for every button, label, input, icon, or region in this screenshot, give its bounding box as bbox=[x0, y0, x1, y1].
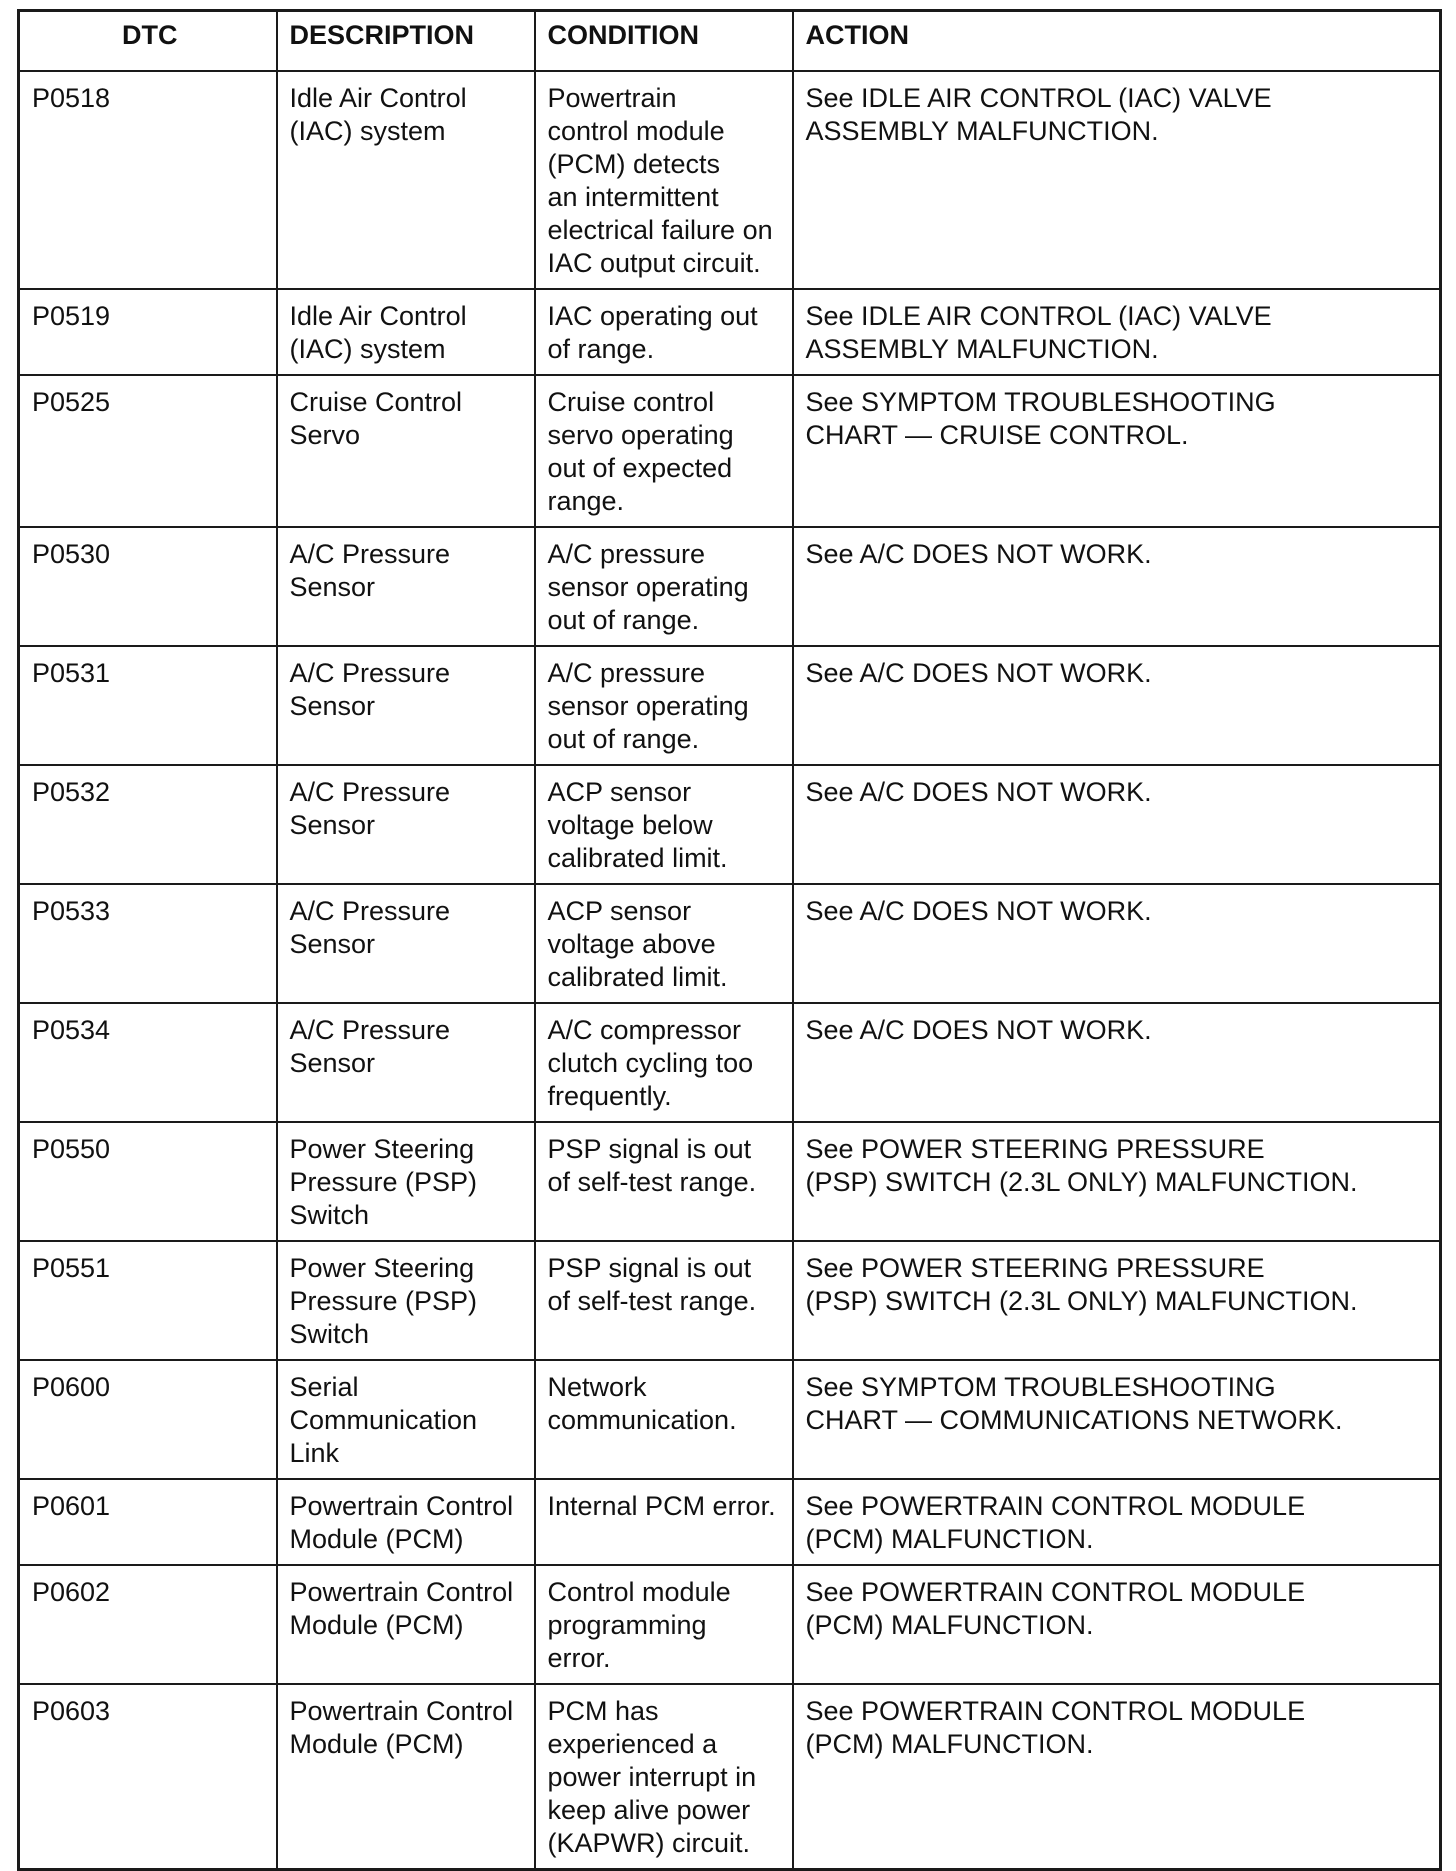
cell-description: Power Steering Pressure (PSP) Switch bbox=[277, 1122, 535, 1241]
header-dtc: DTC bbox=[19, 11, 277, 72]
table-row bbox=[19, 1684, 1441, 1870]
cell-condition: ACP sensor voltage below calibrated limit. bbox=[535, 765, 793, 884]
table-body bbox=[19, 71, 1441, 1870]
cell-action: See IDLE AIR CONTROL (IAC) VALVE ASSEMBLY MALFUNCTION. bbox=[793, 71, 1441, 289]
cell-action: See POWER STEERING PRESSURE (PSP) SWITCH (2.3L ONLY) MALFUNCTION. bbox=[793, 1122, 1441, 1241]
cell-action: See POWERTRAIN CONTROL MODULE (PCM) MALFUNCTION. bbox=[793, 1684, 1441, 1870]
cell-dtc: P0530 bbox=[19, 527, 277, 646]
cell-condition: Network communication. bbox=[535, 1360, 793, 1479]
cell-condition: Powertrain control module (PCM) detects an intermittent electrical failure on IAC output circuit. bbox=[535, 71, 793, 289]
cell-dtc: P0519 bbox=[19, 289, 277, 375]
cell-dtc: P0518 bbox=[19, 71, 277, 289]
table-row bbox=[19, 1479, 1441, 1565]
cell-action: See A/C DOES NOT WORK. bbox=[793, 1003, 1441, 1122]
cell-description: Idle Air Control (IAC) system bbox=[277, 289, 535, 375]
cell-action: See A/C DOES NOT WORK. bbox=[793, 884, 1441, 1003]
cell-condition: A/C pressure sensor operating out of range. bbox=[535, 646, 793, 765]
header-action: ACTION bbox=[793, 11, 1441, 72]
cell-action: See POWERTRAIN CONTROL MODULE (PCM) MALFUNCTION. bbox=[793, 1479, 1441, 1565]
cell-action: See A/C DOES NOT WORK. bbox=[793, 646, 1441, 765]
cell-condition: Control module programming error. bbox=[535, 1565, 793, 1684]
cell-condition: Cruise control servo operating out of expected range. bbox=[535, 375, 793, 527]
table-row bbox=[19, 1360, 1441, 1479]
table-row bbox=[19, 1122, 1441, 1241]
cell-action: See A/C DOES NOT WORK. bbox=[793, 765, 1441, 884]
cell-condition: PCM has experienced a power interrupt in keep alive power (KAPWR) circuit. bbox=[535, 1684, 793, 1870]
cell-description: Powertrain Control Module (PCM) bbox=[277, 1479, 535, 1565]
cell-dtc: P0534 bbox=[19, 1003, 277, 1122]
header-row bbox=[19, 11, 1441, 72]
cell-description: Powertrain Control Module (PCM) bbox=[277, 1565, 535, 1684]
cell-dtc: P0533 bbox=[19, 884, 277, 1003]
cell-dtc: P0603 bbox=[19, 1684, 277, 1870]
table-row bbox=[19, 71, 1441, 289]
cell-description: Cruise Control Servo bbox=[277, 375, 535, 527]
table-row bbox=[19, 289, 1441, 375]
cell-description: A/C Pressure Sensor bbox=[277, 765, 535, 884]
cell-dtc: P0600 bbox=[19, 1360, 277, 1479]
table-row bbox=[19, 527, 1441, 646]
cell-description: Serial Communication Link bbox=[277, 1360, 535, 1479]
table-row bbox=[19, 375, 1441, 527]
cell-description: A/C Pressure Sensor bbox=[277, 527, 535, 646]
cell-condition: Internal PCM error. bbox=[535, 1479, 793, 1565]
cell-action: See IDLE AIR CONTROL (IAC) VALVE ASSEMBLY MALFUNCTION. bbox=[793, 289, 1441, 375]
cell-dtc: P0525 bbox=[19, 375, 277, 527]
table-row bbox=[19, 884, 1441, 1003]
cell-dtc: P0532 bbox=[19, 765, 277, 884]
cell-action: See SYMPTOM TROUBLESHOOTING CHART — CRUISE CONTROL. bbox=[793, 375, 1441, 527]
table-row bbox=[19, 765, 1441, 884]
cell-dtc: P0531 bbox=[19, 646, 277, 765]
cell-description: A/C Pressure Sensor bbox=[277, 1003, 535, 1122]
cell-description: Idle Air Control (IAC) system bbox=[277, 71, 535, 289]
table-header bbox=[19, 11, 1441, 72]
cell-dtc: P0550 bbox=[19, 1122, 277, 1241]
table-row bbox=[19, 646, 1441, 765]
cell-action: See A/C DOES NOT WORK. bbox=[793, 527, 1441, 646]
cell-action: See POWERTRAIN CONTROL MODULE (PCM) MALFUNCTION. bbox=[793, 1565, 1441, 1684]
cell-action: See SYMPTOM TROUBLESHOOTING CHART — COMMUNICATIONS NETWORK. bbox=[793, 1360, 1441, 1479]
cell-description: A/C Pressure Sensor bbox=[277, 884, 535, 1003]
cell-action: See POWER STEERING PRESSURE (PSP) SWITCH (2.3L ONLY) MALFUNCTION. bbox=[793, 1241, 1441, 1360]
cell-condition: PSP signal is out of self-test range. bbox=[535, 1241, 793, 1360]
cell-dtc: P0602 bbox=[19, 1565, 277, 1684]
dtc-table bbox=[17, 9, 1442, 1871]
table-row bbox=[19, 1003, 1441, 1122]
cell-description: Powertrain Control Module (PCM) bbox=[277, 1684, 535, 1870]
table-row bbox=[19, 1565, 1441, 1684]
cell-condition: PSP signal is out of self-test range. bbox=[535, 1122, 793, 1241]
cell-dtc: P0551 bbox=[19, 1241, 277, 1360]
header-description: DESCRIPTION bbox=[277, 11, 535, 72]
cell-dtc: P0601 bbox=[19, 1479, 277, 1565]
cell-condition: ACP sensor voltage above calibrated limit. bbox=[535, 884, 793, 1003]
cell-condition: A/C compressor clutch cycling too frequently. bbox=[535, 1003, 793, 1122]
cell-condition: A/C pressure sensor operating out of range. bbox=[535, 527, 793, 646]
table-row bbox=[19, 1241, 1441, 1360]
cell-description: A/C Pressure Sensor bbox=[277, 646, 535, 765]
cell-description: Power Steering Pressure (PSP) Switch bbox=[277, 1241, 535, 1360]
cell-condition: IAC operating out of range. bbox=[535, 289, 793, 375]
header-condition: CONDITION bbox=[535, 11, 793, 72]
